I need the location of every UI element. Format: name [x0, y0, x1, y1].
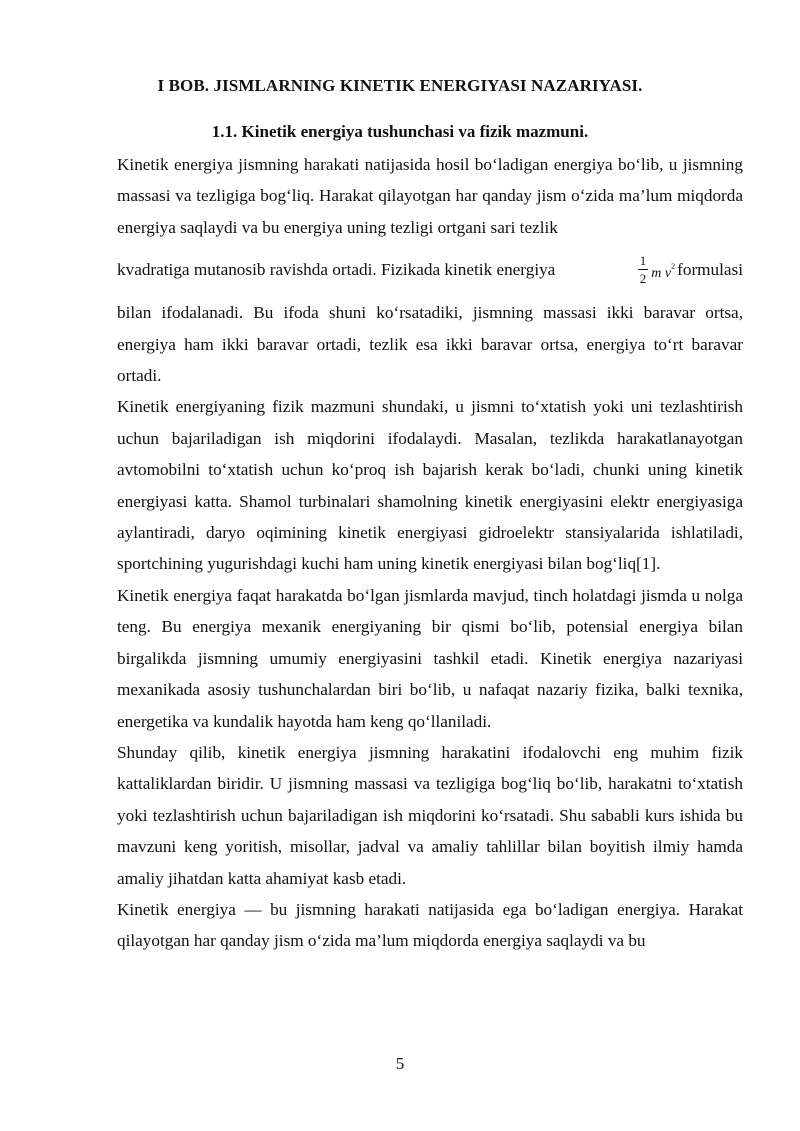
fraction-denominator: 2 [639, 271, 647, 287]
body-text [117, 149, 743, 957]
section-title: 1.1. Kinetik energiya tushunchasi va fizik mazmuni. [211, 122, 589, 141]
formula-mv-text: m v [651, 265, 672, 281]
paragraph-2: Kinetik energiyaning fizik mazmuni shundaki, u jismni to‘xtatish yoki uni tezlashtirish uchun bajariladigan ish miqdorini ifodalaydi. Masalan, tezlikda harakatlanayotgan avtomobilni to‘xtatish uchun ko‘proq ish bajarish kerak bo‘ladi, chunki uning kinetik energiyasi katta. Shamol turbinalari shamolning kinetik energiyasini elektr energiyasiga aylantiradi, daryo oqimining kinetik energiyasi gidroelektr stansiyalarida ishlatiladi, sportchining yugurishdagi kuchi ham uning kinetik energiyasi bilan bog‘liq[1]. [117, 397, 743, 574]
formula-line-text: kvadratiga mutanosib ravishda ortadi. Fizikada kinetik energiya [117, 260, 556, 280]
formula-line [117, 243, 743, 297]
paragraph-4: Shunday qilib, kinetik energiya jismning harakatini ifodalovchi eng muhim fizik kattaliklardan biridir. U jismning massasi va tezligiga bog‘liq bo‘lib, harakatni to‘xtatish yoki tezlashtirish uchun bajariladigan ish miqdorini ko‘rsatadi. Shu sababli kurs ishida bu mavzuni keng yoritish, misollar, jadval va amaliy tahlillar bilan boyitish ilmiy hamda amaliy jihatdan katta ahamiyat kasb etadi. [117, 742, 743, 888]
formula-exponent: 2 [671, 261, 676, 271]
formula-mass-velocity [651, 240, 675, 301]
paragraph-1-intro: Kinetik energiya jismning harakati natijasida hosil bo‘ladigan energiya bo‘lib, u jismning massasi va tezligiga bog‘liq. Harakat qilayotgan har qanday jism o‘zida ma’lum miqdorda energiya saqlaydi va bu energiya uning tezligi ortgani sari tezlik [117, 155, 743, 237]
chapter-title: I BOB. JISMLARNING KINETIK ENERGIYASI NAZARIYASI. [157, 76, 643, 95]
kinetic-energy-formula [630, 240, 743, 301]
paragraph-1-continuation: bilan ifodalanadi. Bu ifoda shuni ko‘rsatadiki, jismning massasi ikki baravar ortsa, energiya ham ikki baravar ortadi, tezlik esa ikki baravar ortsa, energiya to‘rt baravar ortadi. [117, 303, 743, 386]
paragraph-5: Kinetik energiya — bu jismning harakati natijasida ega bo‘ladigan energiya. Harakat qilayotgan har qanday jism o‘zida ma’lum miqdorda energiya saqlaydi va bu [117, 899, 743, 951]
formula-fraction [638, 254, 649, 286]
paragraph-3: Kinetik energiya faqat harakatda bo‘lgan jismlarda mavjud, tinch holatdagi jismda u nolga teng. Bu energiya mexanik energiyaning bir qismi bo‘lib, potensial energiya bilan birgalikda jismning umumiy energiyasini tashkil etadi. Kinetik energiya nazariyasi mexanikada asosiy tushunchalardan biri bo‘lib, u nafaqat nazariy fizika, balki texnika, energetika va kundalik hayotda ham keng qo‘llaniladi. [117, 585, 743, 731]
fraction-numerator: 1 [639, 253, 647, 269]
formula-trailing-word: formulasi [677, 260, 743, 280]
page-number: 5 [395, 1054, 405, 1073]
